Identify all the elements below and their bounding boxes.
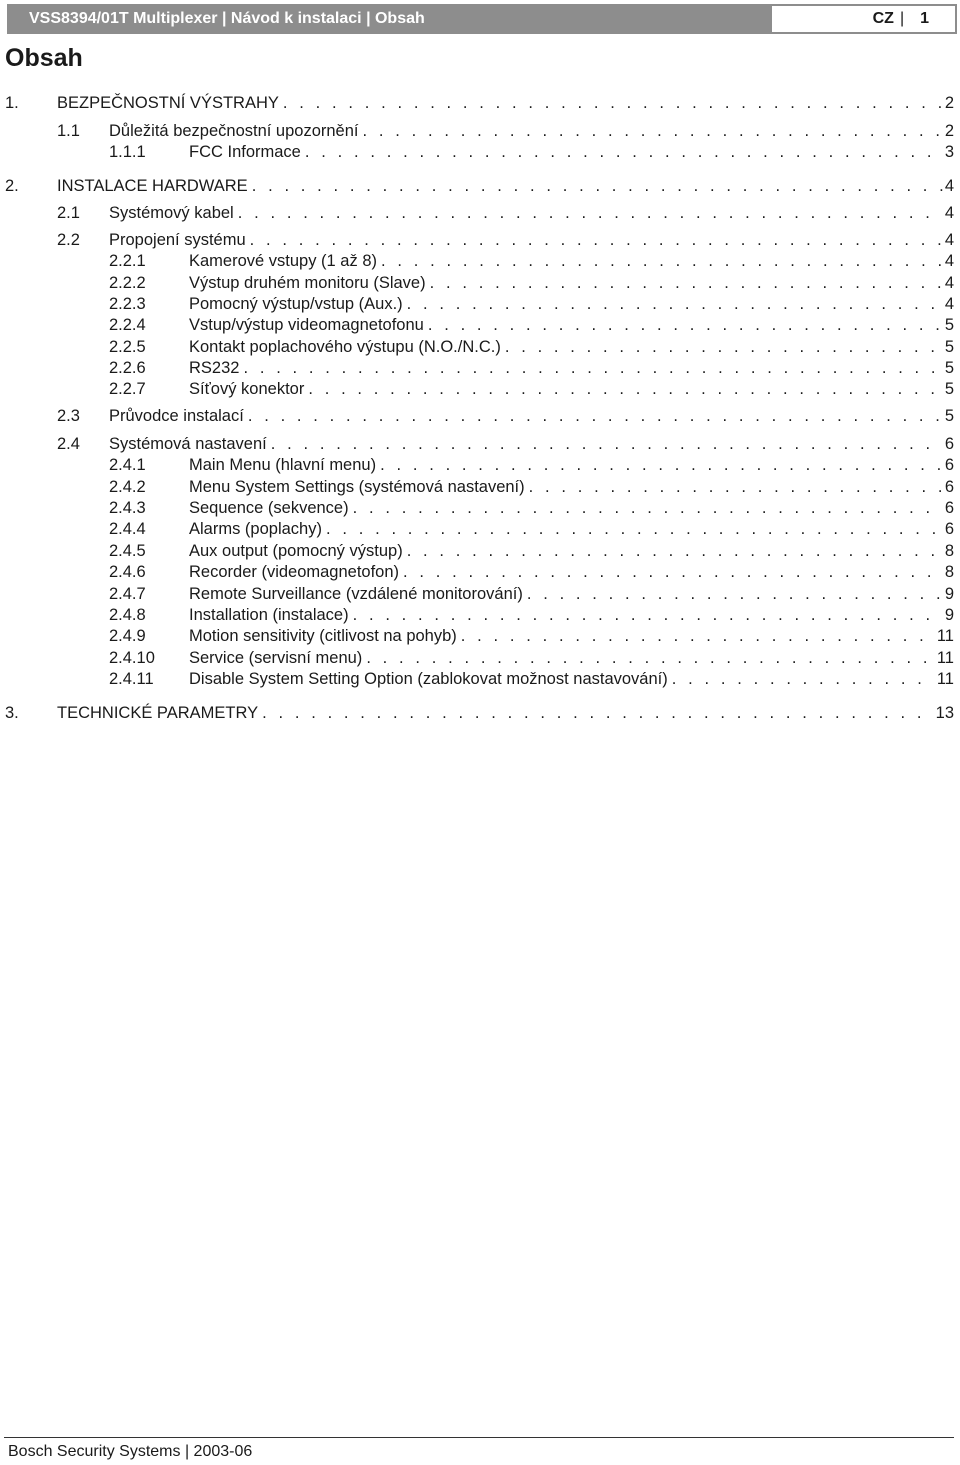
toc-entry-leader (57, 703, 954, 724)
toc-entry-leader (189, 626, 954, 647)
toc-entry[interactable] (0, 230, 960, 251)
toc-entry[interactable] (0, 669, 960, 690)
toc-entry-number: 2.2 (57, 231, 80, 249)
toc-dot-leader (672, 669, 935, 690)
toc-entry-leader (189, 294, 954, 315)
toc-entry[interactable] (0, 703, 960, 724)
toc-dot-leader (248, 406, 943, 427)
toc-entry[interactable] (0, 176, 960, 197)
toc-entry[interactable] (0, 203, 960, 224)
toc-entry[interactable] (0, 626, 960, 647)
toc-entry[interactable] (0, 605, 960, 626)
toc-entry-number: 3. (5, 704, 19, 722)
toc-dot-leader (308, 379, 942, 400)
toc-entry-label: Menu System Settings (systémová nastavení) (189, 478, 525, 496)
toc-entry[interactable] (0, 273, 960, 294)
toc-entry[interactable] (0, 477, 960, 498)
toc-entry-number: 2.4.10 (109, 649, 155, 667)
toc-dot-leader (326, 519, 943, 540)
toc-entry-number: 2.2.6 (109, 359, 146, 377)
toc-entry[interactable] (0, 358, 960, 379)
toc-entry-leader (189, 455, 954, 476)
toc-dot-leader (252, 176, 943, 197)
toc-entry-leader (189, 142, 954, 163)
toc-dot-leader (271, 434, 943, 455)
toc-entry-number: 2.4.2 (109, 478, 146, 496)
toc-entry-number: 2.2.1 (109, 252, 146, 270)
toc-dot-leader (527, 584, 943, 605)
toc-entry-label: Remote Surveillance (vzdálené monitorování) (189, 585, 523, 603)
toc-entry-page: 2 (944, 94, 954, 112)
toc-entry-number: 2.2.5 (109, 338, 146, 356)
toc-entry[interactable] (0, 648, 960, 669)
toc-dot-leader (353, 605, 943, 626)
toc-entry-label: Service (servisní menu) (189, 649, 363, 667)
toc-entry-leader (189, 358, 954, 379)
toc-entry-leader (189, 251, 954, 272)
page-title: Obsah (5, 44, 83, 72)
toc-entry-page: 11 (936, 670, 954, 688)
toc-entry[interactable] (0, 562, 960, 583)
toc-entry[interactable] (0, 455, 960, 476)
toc-entry-page: 8 (944, 542, 954, 560)
toc-entry[interactable] (0, 294, 960, 315)
toc-entry-leader (189, 379, 954, 400)
toc-dot-leader (366, 648, 935, 669)
toc-entry-leader (189, 584, 954, 605)
toc-entry-label: Kamerové vstupy (1 až 8) (189, 252, 377, 270)
toc-entry-leader (189, 498, 954, 519)
toc-entry-number: 1. (5, 94, 19, 112)
toc-entry-page: 8 (944, 563, 954, 581)
page-header (7, 4, 957, 34)
toc-entry-leader (189, 648, 954, 669)
toc-entry-page: 9 (944, 585, 954, 603)
toc-entry-number: 2. (5, 177, 19, 195)
toc-entry-page: 4 (944, 204, 954, 222)
toc-entry-label: FCC Informace (189, 143, 301, 161)
toc-entry-page: 9 (944, 606, 954, 624)
toc-entry-number: 2.1 (57, 204, 80, 222)
toc-entry-number: 2.4.11 (109, 670, 154, 688)
toc-entry-label: Síťový konektor (189, 380, 305, 398)
toc-dot-leader (430, 273, 943, 294)
toc-entry-label: Recorder (videomagnetofon) (189, 563, 400, 581)
toc-entry-number: 1.1 (57, 122, 80, 140)
toc-entry-page: 11 (936, 649, 954, 667)
toc-dot-leader (283, 93, 943, 114)
toc-entry-page: 5 (944, 338, 954, 356)
toc-entry[interactable] (0, 251, 960, 272)
toc-entry-label: BEZPEČNOSTNÍ VÝSTRAHY (57, 94, 279, 112)
toc-entry-leader (109, 121, 954, 142)
toc-dot-leader (238, 203, 943, 224)
toc-entry-leader (189, 519, 954, 540)
toc-entry-leader (109, 434, 954, 455)
toc-entry-number: 2.4.7 (109, 585, 146, 603)
toc-entry-page: 5 (944, 316, 954, 334)
toc-dot-leader (262, 703, 934, 724)
toc-entry-number: 1.1.1 (109, 143, 146, 161)
toc-entry-number: 2.3 (57, 407, 80, 425)
toc-entry-label: Průvodce instalací (109, 407, 244, 425)
toc-entry-leader (189, 273, 954, 294)
toc-entry-number: 2.2.7 (109, 380, 146, 398)
toc-entry-label: RS232 (189, 359, 240, 377)
footer-divider (4, 1437, 954, 1438)
toc-entry-page: 2 (944, 122, 954, 140)
toc-entry-label: Systémová nastavení (109, 435, 267, 453)
toc-entry-page: 4 (944, 274, 954, 292)
toc-dot-leader (529, 477, 943, 498)
toc-dot-leader (407, 541, 943, 562)
toc-entry-label: Motion sensitivity (citlivost na pohyb) (189, 627, 457, 645)
toc-entry-label: Installation (instalace) (189, 606, 349, 624)
toc-entry-leader (109, 406, 954, 427)
toc-entry-page: 4 (944, 252, 954, 270)
toc-entry-page: 3 (944, 143, 954, 161)
toc-entry-number: 2.4.6 (109, 563, 146, 581)
toc-entry-number: 2.2.2 (109, 274, 146, 292)
toc-entry-label: INSTALACE HARDWARE (57, 177, 248, 195)
toc-entry-leader (109, 230, 954, 251)
toc-dot-leader (363, 121, 943, 142)
toc-entry-page: 4 (944, 177, 954, 195)
toc-entry-page: 6 (944, 520, 954, 538)
toc-entry[interactable] (0, 584, 960, 605)
toc-entry-label: Vstup/výstup videomagnetofonu (189, 316, 424, 334)
toc-dot-leader (353, 498, 943, 519)
toc-dot-leader (428, 315, 943, 336)
toc-entry-leader (189, 477, 954, 498)
toc-entry-number: 2.2.4 (109, 316, 146, 334)
toc-entry-number: 2.4.1 (109, 456, 146, 474)
header-title: VSS8394/01T Multiplexer | Návod k instalaci | Obsah (7, 4, 770, 34)
toc-entry-label: Důležitá bezpečnostní upozornění (109, 122, 359, 140)
toc-dot-leader (380, 455, 943, 476)
toc-entry-page: 5 (944, 359, 954, 377)
toc-entry-label: Disable System Setting Option (zablokovat možnost nastavování) (189, 670, 668, 688)
toc-entry-leader (57, 93, 954, 114)
toc-entry-leader (189, 337, 954, 358)
toc-entry-label: Pomocný výstup/vstup (Aux.) (189, 295, 403, 313)
toc-dot-leader (243, 358, 942, 379)
toc-entry[interactable] (0, 541, 960, 562)
toc-entry-label: Sequence (sekvence) (189, 499, 349, 517)
toc-entry[interactable] (0, 93, 960, 114)
toc-entry-leader (189, 315, 954, 336)
toc-entry-number: 2.4.5 (109, 542, 146, 560)
toc-dot-leader (407, 294, 943, 315)
toc-entry[interactable] (0, 519, 960, 540)
toc-entry-leader (189, 541, 954, 562)
toc-entry-page: 6 (944, 478, 954, 496)
toc-dot-leader (250, 230, 943, 251)
toc-entry-number: 2.4.8 (109, 606, 146, 624)
toc-entry-number: 2.4 (57, 435, 80, 453)
toc-entry-label: Propojení systému (109, 231, 246, 249)
header-separator: | (899, 10, 905, 27)
toc-entry-page: 11 (936, 627, 954, 645)
toc-dot-leader (403, 562, 943, 583)
header-page-box (770, 4, 957, 34)
toc-entry-label: Kontakt poplachového výstupu (N.O./N.C.) (189, 338, 501, 356)
toc-entry[interactable] (0, 406, 960, 427)
toc-entry-leader (109, 203, 954, 224)
toc-entry-leader (189, 562, 954, 583)
toc-dot-leader (505, 337, 943, 358)
toc-entry[interactable] (0, 315, 960, 336)
toc-dot-leader (305, 142, 943, 163)
toc-entry-label: Main Menu (hlavní menu) (189, 456, 377, 474)
toc-entry[interactable] (0, 498, 960, 519)
toc-dot-leader (381, 251, 943, 272)
toc-entry-label: Alarms (poplachy) (189, 520, 322, 538)
toc-entry[interactable] (0, 434, 960, 455)
toc-entry-page: 13 (935, 704, 954, 722)
toc-entry-leader (57, 176, 954, 197)
toc-entry-label: Výstup druhém monitoru (Slave) (189, 274, 426, 292)
page-footer: Bosch Security Systems | 2003-06 (8, 1443, 253, 1460)
toc-entry-label: Aux output (pomocný výstup) (189, 542, 403, 560)
toc-entry-page: 4 (944, 295, 954, 313)
toc-entry-page: 6 (944, 499, 954, 517)
toc-entry[interactable] (0, 142, 960, 163)
toc-entry[interactable] (0, 121, 960, 142)
toc-entry-label: Systémový kabel (109, 204, 234, 222)
toc-entry-page: 6 (944, 435, 954, 453)
toc-entry-number: 2.2.3 (109, 295, 146, 313)
toc-entry[interactable] (0, 379, 960, 400)
toc-entry-page: 6 (944, 456, 954, 474)
toc-entry-number: 2.4.9 (109, 627, 146, 645)
toc-entry-page: 5 (944, 407, 954, 425)
toc-entry-number: 2.4.4 (109, 520, 146, 538)
header-page-number: 1 (920, 10, 929, 27)
toc-dot-leader (461, 626, 935, 647)
toc-entry[interactable] (0, 337, 960, 358)
toc-entry-number: 2.4.3 (109, 499, 146, 517)
toc-entry-leader (189, 605, 954, 626)
header-lang: CZ (872, 10, 894, 27)
toc-entry-leader (189, 669, 954, 690)
toc-entry-label: TECHNICKÉ PARAMETRY (57, 704, 259, 722)
toc-entry-page: 4 (944, 231, 954, 249)
toc-entry-page: 5 (944, 380, 954, 398)
